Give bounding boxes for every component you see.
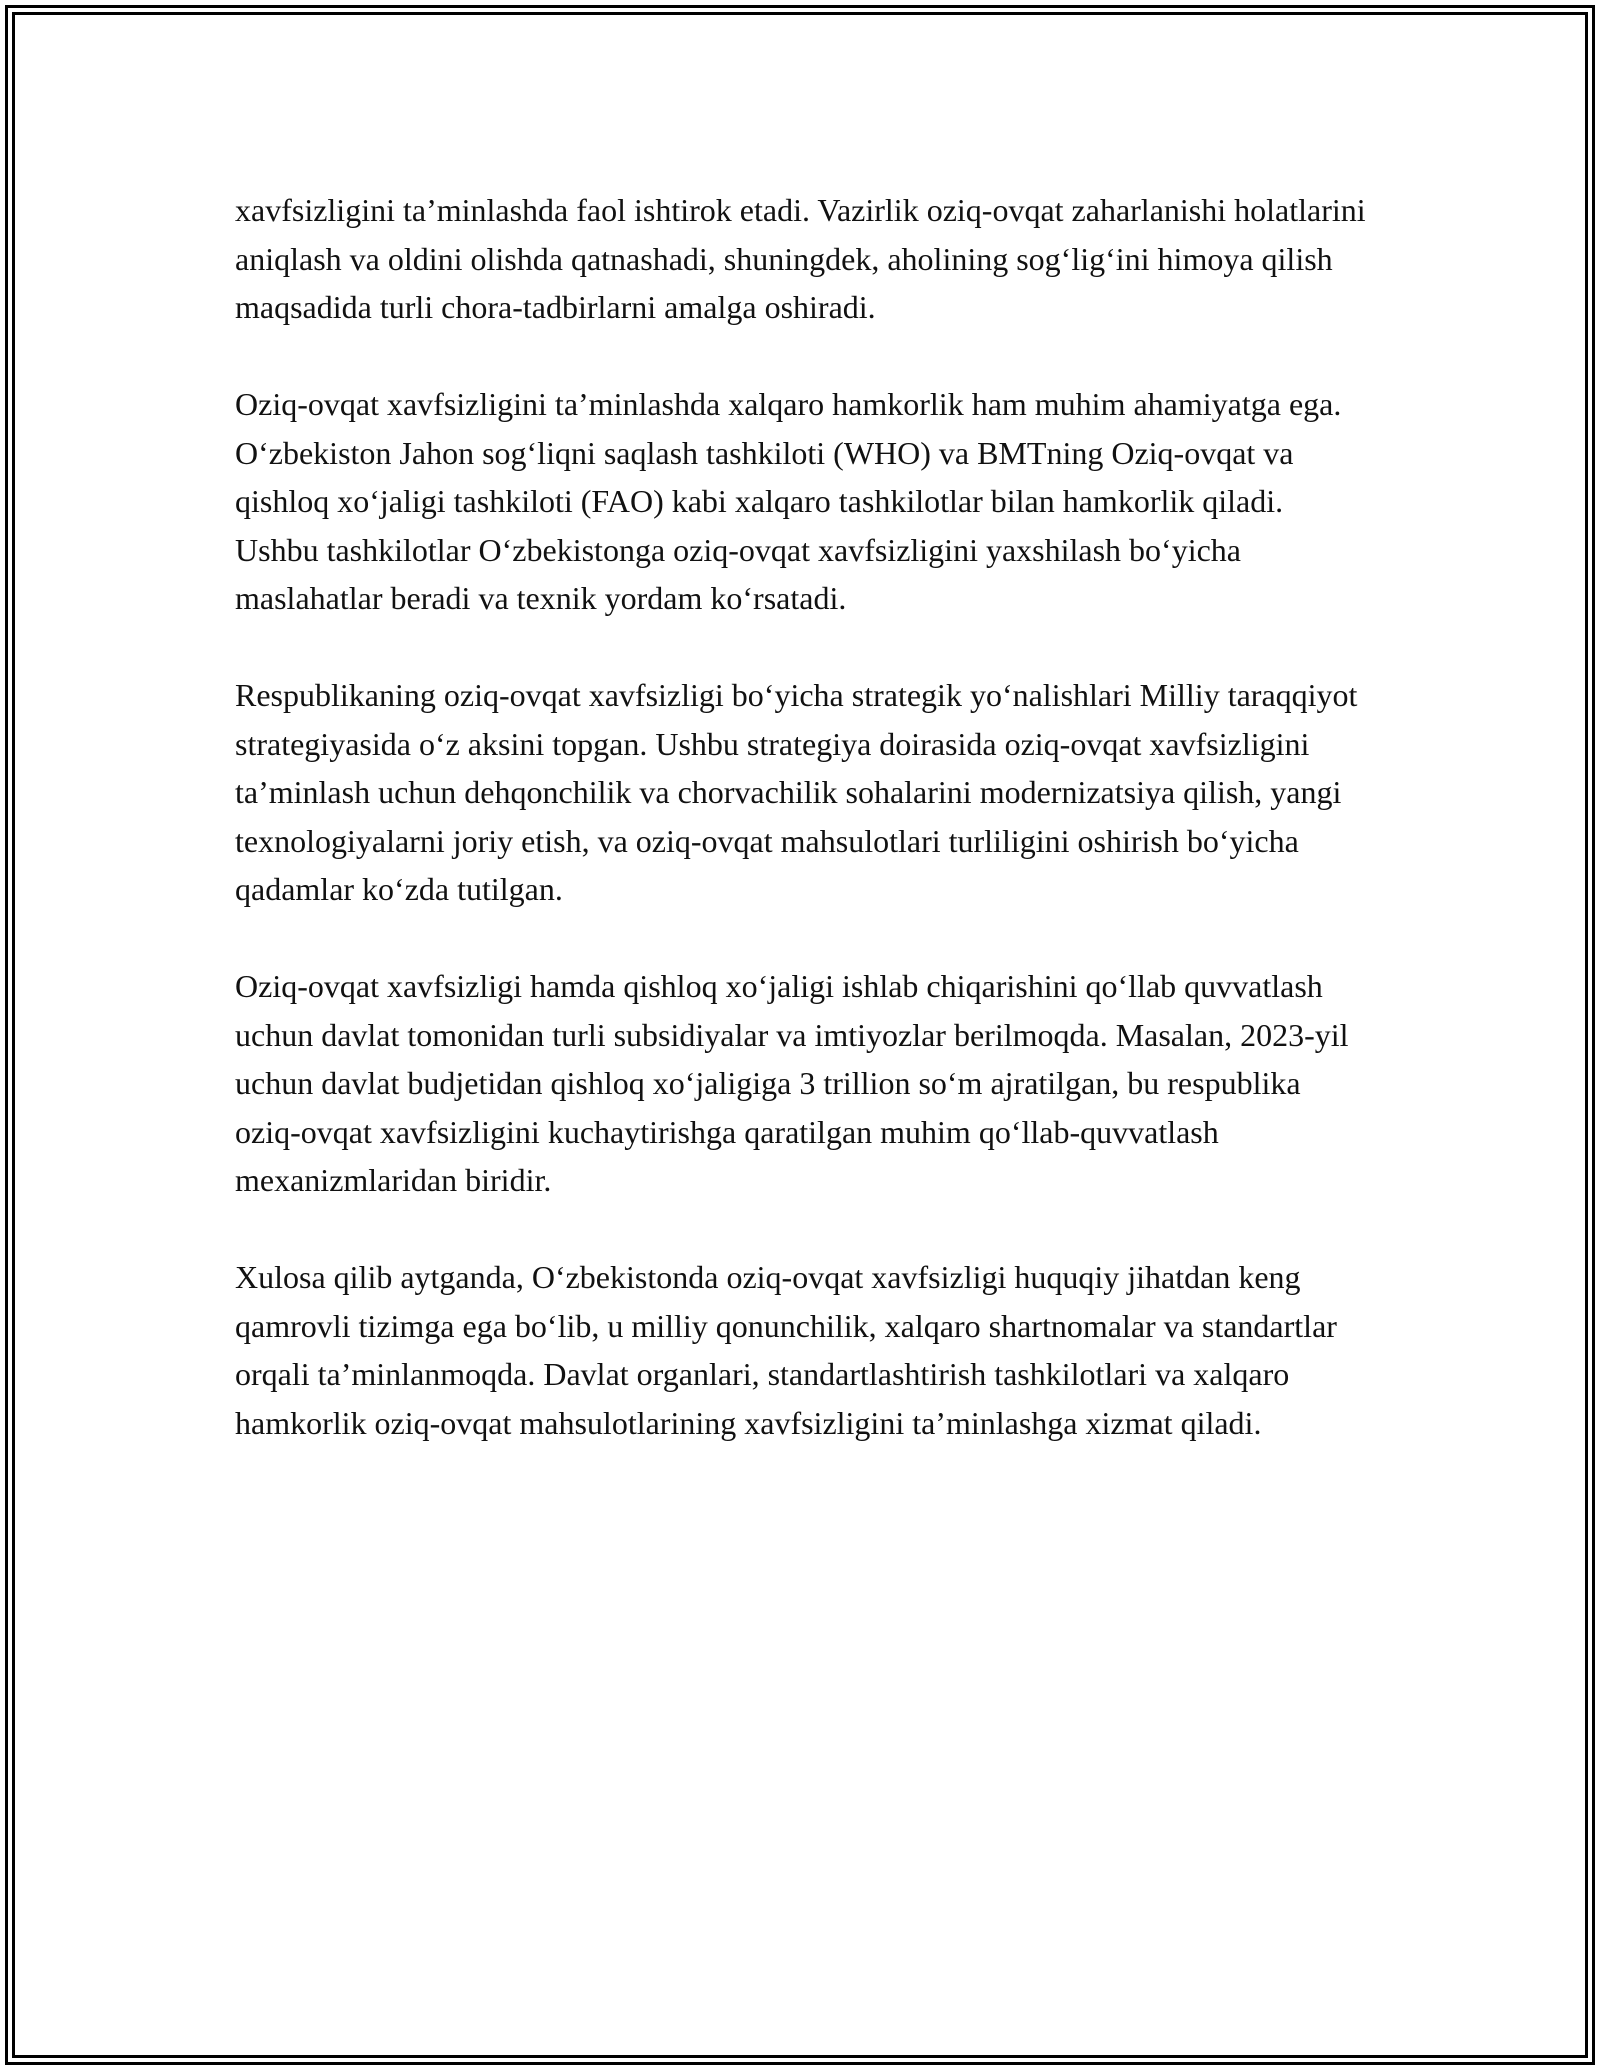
paragraph: Oziq-ovqat xavfsizligini ta’minlashda xalqaro hamkorlik ham muhim ahamiyatga ega. O‘zbekiston Jahon sog‘liqni saqlash tashkiloti (WHO) va BMTning Oziq-ovqat va qishloq xo‘jaligi tashkiloti (FAO) kabi xalqaro tashkilotlar bilan hamkorlik qiladi. Ushbu tashkilotlar O‘zbekistonga oziq-ovqat xavfsizligini yaxshilash bo‘yicha maslahatlar beradi va texnik yordam ko‘rsatadi.	[235, 386, 1342, 616]
document-body	[235, 186, 1370, 1496]
paragraph: Xulosa qilib aytganda, O‘zbekistonda oziq-ovqat xavfsizligi huquqiy jihatdan keng qamrovli tizimga ega bo‘lib, u milliy qonunchilik, xalqaro shartnomalar va standartlar orqali ta’minlanmoqda. Davlat organlari, standartlashtirish tashkilotlari va xalqaro hamkorlik oziq-ovqat mahsulotlarining xavfsizligini ta’minlashga xizmat qiladi.	[235, 1259, 1337, 1441]
paragraph: xavfsizligini ta’minlashda faol ishtirok etadi. Vazirlik oziq-ovqat zaharlanishi holatlarini aniqlash va oldini olishda qatnashadi, shuningdek, aholining sog‘lig‘ini himoya qilish maqsadida turli chora-tadbirlarni amalga oshiradi.	[235, 192, 1366, 325]
paragraph: Oziq-ovqat xavfsizligi hamda qishloq xo‘jaligi ishlab chiqarishini qo‘llab quvvatlash uchun davlat tomonidan turli subsidiyalar va imtiyozlar berilmoqda. Masalan, 2023-yil uchun davlat budjetidan qishloq xo‘jaligiga 3 trillion so‘m ajratilgan, bu respublika oziq-ovqat xavfsizligini kuchaytirishga qaratilgan muhim qo‘llab-quvvatlash mexanizmlaridan biridir.	[235, 968, 1349, 1198]
paragraph: Respublikaning oziq-ovqat xavfsizligi bo‘yicha strategik yo‘nalishlari Milliy taraqqiyot strategiyasida o‘z aksini topgan. Ushbu strategiya doirasida oziq-ovqat xavfsizligini ta’minlash uchun dehqonchilik va chorvachilik sohalarini modernizatsiya qilish, yangi texnologiyalarni joriy etish, va oziq-ovqat mahsulotlari turliligini oshirish bo‘yicha qadamlar ko‘zda tutilgan.	[235, 677, 1358, 907]
